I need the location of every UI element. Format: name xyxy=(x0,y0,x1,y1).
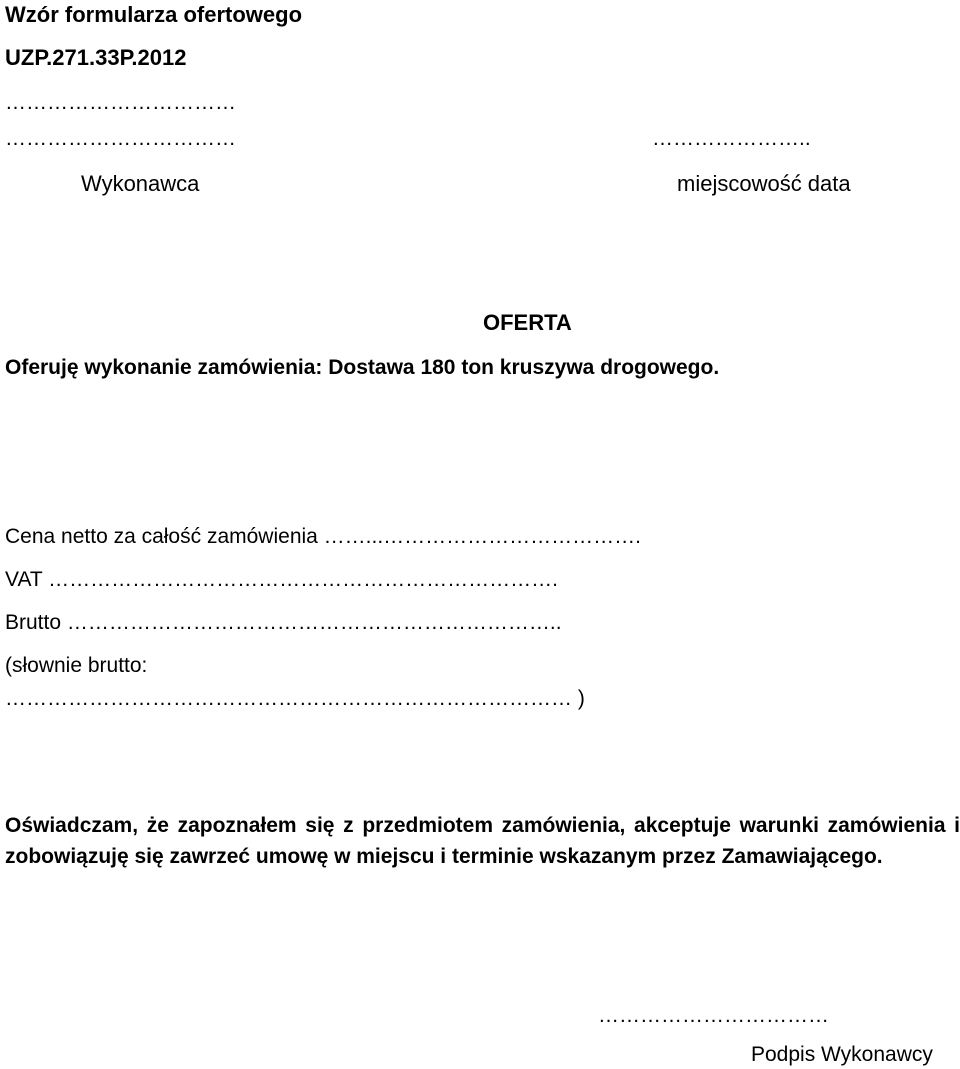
reference-number: UZP.271.33P.2012 xyxy=(5,45,187,70)
signature-dots: …………………………… xyxy=(598,1004,829,1027)
offer-subject: Oferuję wykonanie zamówienia: Dostawa 180 ton kruszywa drogowego. xyxy=(5,356,720,379)
gross-price-line: Brutto …………………………………………………………….. xyxy=(5,611,562,634)
contractor-label: Wykonawca xyxy=(81,171,200,196)
gross-in-words-label: (słownie brutto: xyxy=(5,654,148,677)
form-title: Wzór formularza ofertowego xyxy=(5,2,303,27)
place-date-dots: ………………….. xyxy=(652,127,811,150)
contractor-dots-line-1: …………………………… xyxy=(5,91,236,114)
vat-line: VAT ………………………………………………………………. xyxy=(5,568,559,591)
offer-heading: OFERTA xyxy=(483,310,572,335)
place-date-label: miejscowość data xyxy=(677,171,851,196)
contractor-dots-line-2: …………………………… xyxy=(5,127,236,150)
signature-label: Podpis Wykonawcy xyxy=(751,1043,933,1066)
declaration-statement: Oświadczam, że zapoznałem się z przedmiotem zamówienia, akceptuje warunki zamówienia i zobowiązuję się zawrzeć umowę w miejscu i terminie wskazanym przez Zamawiającego. xyxy=(5,814,960,868)
gross-in-words-dots: ……………………………………………………………………… ) xyxy=(5,687,585,710)
net-price-line: Cena netto za całość zamówienia ……...………………………………. xyxy=(5,525,642,548)
